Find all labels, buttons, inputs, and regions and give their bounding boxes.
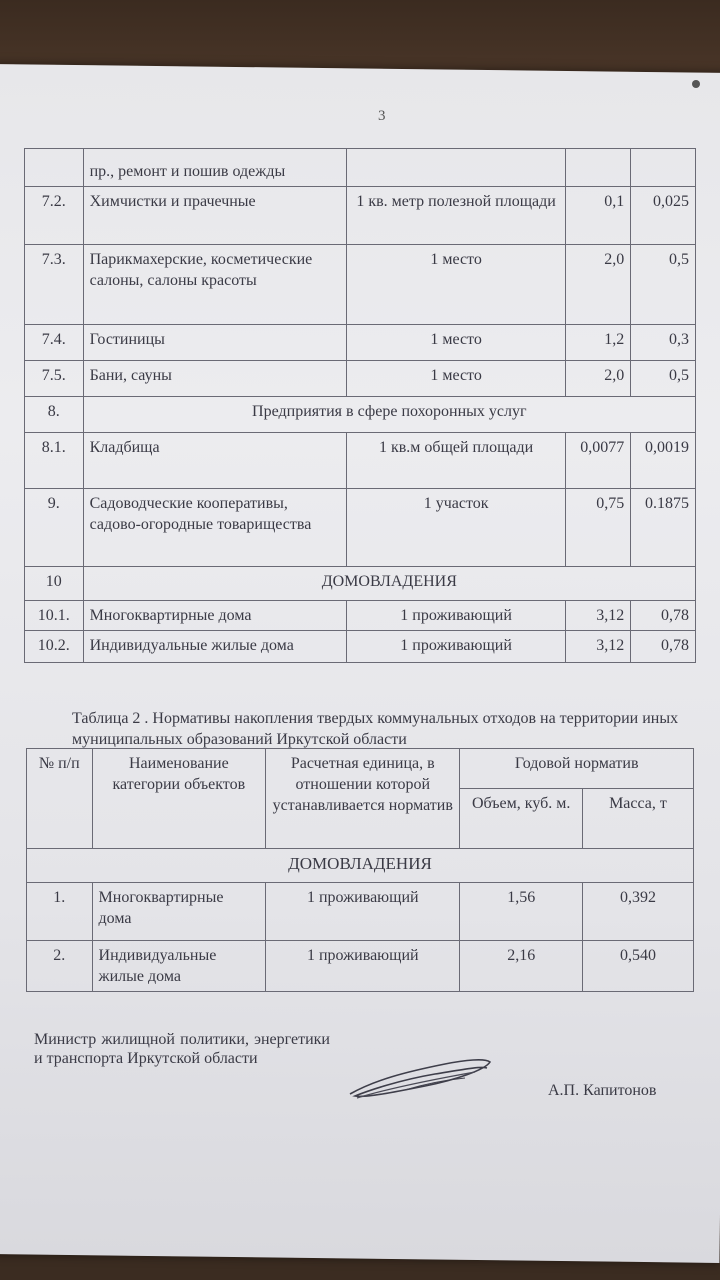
volume-cell: 1,2 [566,325,631,361]
category-name: Гостиницы [83,325,346,361]
section-row [25,567,696,601]
row-number: 7.2. [25,187,84,245]
table-row [25,601,696,631]
mass-cell: 0,3 [631,325,696,361]
table-row [25,325,696,361]
volume-cell: 2,0 [566,245,631,325]
unit-cell: 1 проживающий [266,941,460,992]
row-number: 2. [27,941,93,992]
norms-table-1 [24,148,696,663]
unit-cell: 1 кв.м общей площади [346,433,566,489]
mass-cell: 0,5 [631,361,696,397]
table-row [25,187,696,245]
table-row [25,245,696,325]
table-row [25,361,696,397]
header-unit: Расчетная единица, в отношении которой устанавливается норматив [266,749,460,849]
section-title: ДОМОВЛАДЕНИЯ [27,849,694,883]
mass-cell: 0,78 [631,631,696,663]
header-annual: Годовой норматив [460,749,694,789]
section-title: ДОМОВЛАДЕНИЯ [83,567,695,601]
table-row [25,149,696,187]
category-name: Садоводческие кооперативы, садово-огородные товарищества [83,489,346,567]
table-row [25,631,696,663]
section-title: Предприятия в сфере похоронных услуг [83,397,695,433]
mass-cell: 0.1875 [631,489,696,567]
row-number: 7.4. [25,325,84,361]
category-name: Многоквартирные дома [83,601,346,631]
unit-cell [346,149,566,187]
section-row [27,849,694,883]
category-name: Парикмахерские, косметические салоны, салоны красоты [83,245,346,325]
handwritten-signature [345,1050,495,1106]
row-number: 7.3. [25,245,84,325]
mass-cell: 0,025 [631,187,696,245]
unit-cell: 1 место [346,325,566,361]
signatory-name: А.П. Капитонов [548,1082,657,1099]
header-row [27,749,694,789]
category-name: Кладбища [83,433,346,489]
table-2-caption: Таблица 2 . Нормативы накопления твердых коммунальных отходов на территории иных муниципальных образований Иркутской области [72,710,679,748]
page-number: 3 [378,108,386,124]
table-row [25,489,696,567]
category-name: Бани, сауны [83,361,346,397]
volume-cell: 0,0077 [566,433,631,489]
unit-cell: 1 кв. метр полезной площади [346,187,566,245]
unit-cell: 1 проживающий [266,883,460,941]
row-number: 1. [27,883,93,941]
row-number: 7.5. [25,361,84,397]
volume-cell: 2,16 [460,941,583,992]
mass-cell: 0,540 [582,941,693,992]
category-name: Многоквартирные дома [92,883,266,941]
row-number: 8.1. [25,433,84,489]
row-number: 10.2. [25,631,84,663]
category-name: Индивидуальные жилые дома [83,631,346,663]
norms-table-2 [26,748,694,992]
mass-cell: 0,392 [582,883,693,941]
row-number: 9. [25,489,84,567]
header-mass: Масса, т [582,789,693,849]
unit-cell: 1 проживающий [346,601,566,631]
volume-cell: 3,12 [566,601,631,631]
unit-cell: 1 место [346,245,566,325]
volume-cell: 0,75 [566,489,631,567]
table-row [27,883,694,941]
volume-cell: 0,1 [566,187,631,245]
section-number: 10 [25,567,84,601]
category-name: пр., ремонт и пошив одежды [83,149,346,187]
row-number [25,149,84,187]
section-number: 8. [25,397,84,433]
row-number: 10.1. [25,601,84,631]
volume-cell: 2,0 [566,361,631,397]
category-name: Химчистки и прачечные [83,187,346,245]
table-row [25,433,696,489]
volume-cell: 3,12 [566,631,631,663]
mass-cell [631,149,696,187]
table-row [27,941,694,992]
header-name: Наименование категории объектов [92,749,266,849]
mass-cell: 0,5 [631,245,696,325]
header-num: № п/п [27,749,93,849]
unit-cell: 1 проживающий [346,631,566,663]
header-volume: Объем, куб. м. [460,789,583,849]
unit-cell: 1 место [346,361,566,397]
signatory-position: Министр жилищной политики, энергетики и транспорта Иркутской области [34,1031,330,1067]
unit-cell: 1 участок [346,489,566,567]
volume-cell: 1,56 [460,883,583,941]
mass-cell: 0,78 [631,601,696,631]
mass-cell: 0,0019 [631,433,696,489]
section-row [25,397,696,433]
category-name: Индивидуальные жилые дома [92,941,266,992]
volume-cell [566,149,631,187]
ink-dot [692,80,700,88]
